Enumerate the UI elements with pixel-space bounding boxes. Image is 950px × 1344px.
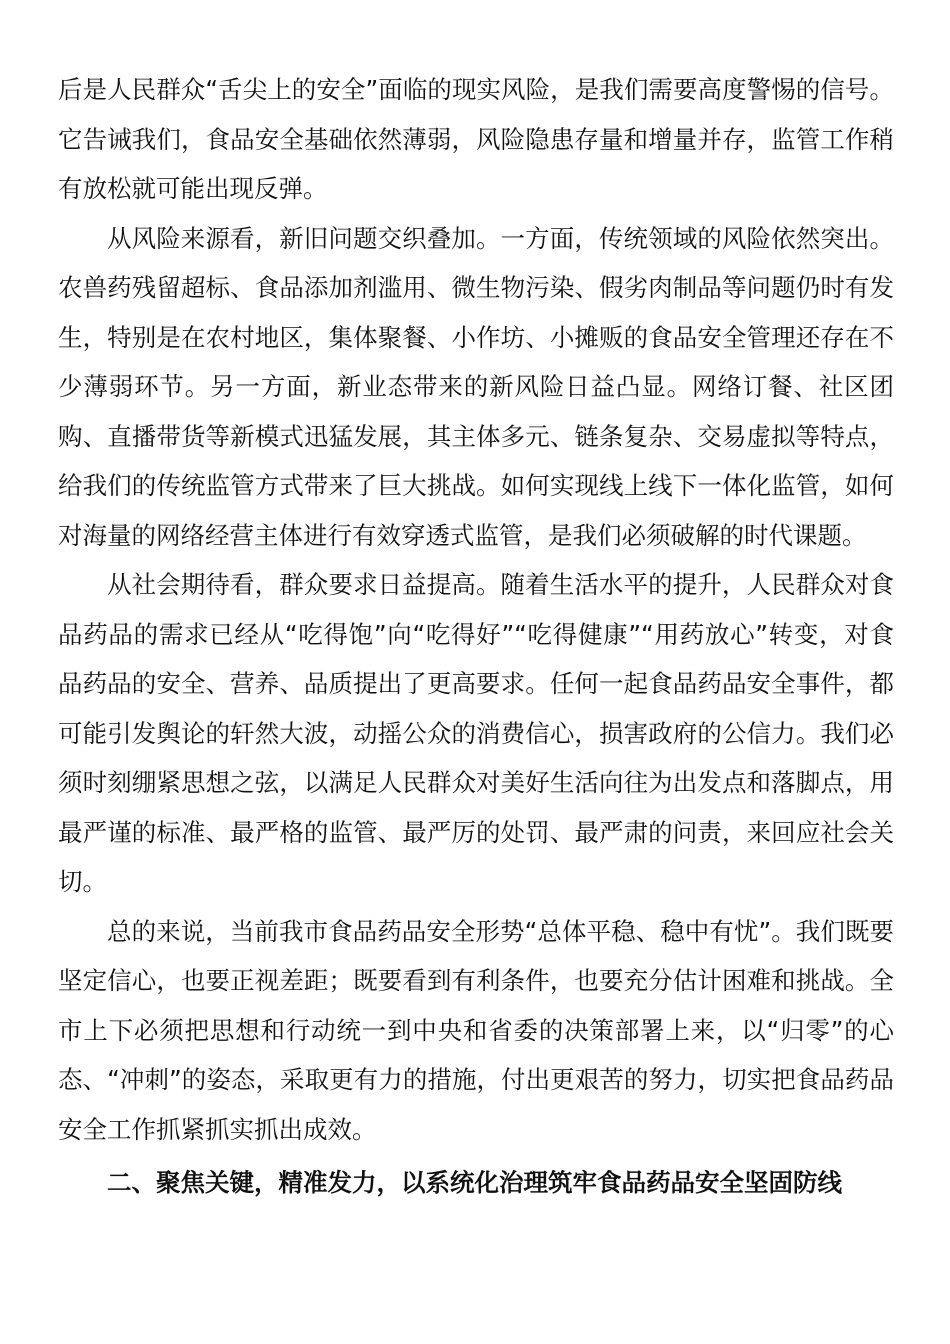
paragraph-summary: 总的来说，当前我市食品药品安全形势“总体平稳、稳中有忧”。我们既要坚定信心，也要正视差距；既要看到有利条件，也要充分估计困难和挑战。全市上下必须把思想和行动统一到中央和省委的决策部署上来，以“归零”的心态、“冲刺”的姿态，采取更有力的措施，付出更艰苦的努力，切实把食品药品安全工作抓紧抓实抓出成效。: [58, 916, 894, 1144]
section-heading: 二、聚焦关键，精准发力，以系统化治理筑牢食品药品安全坚固防线: [107, 1168, 842, 1197]
paragraph-risk-sources: 从风险来源看，新旧问题交织叠加。一方面，传统领域的风险依然突出。农兽药残留超标、食品添加剂滥用、微生物污染、假劣肉制品等问题仍时有发生，特别是在农村地区，集体聚餐、小作坊、小摊贩的食品安全管理还存在不少薄弱环节。另一方面，新业态带来的新风险日益凸显。网络订餐、社区团购、直播带货等新模式迅猛发展，其主体多元、链条复杂、交易虚拟等特点，给我们的传统监管方式带来了巨大挑战。如何实现线上线下一体化监管，如何对海量的网络经营主体进行有效穿透式监管，是我们必须破解的时代课题。: [58, 223, 894, 550]
document-body: [58, 65, 894, 1208]
paragraph-continuation: 后是人民群众“舌尖上的安全”面临的现实风险，是我们需要高度警惕的信号。它告诫我们，食品安全基础依然薄弱，风险隐患存量和增量并存，监管工作稍有放松就可能出现反弹。: [58, 75, 894, 203]
paragraph-social-expectations: 从社会期待看，群众要求日益提高。随着生活水平的提升，人民群众对食品药品的需求已经从“吃得饱”向“吃得好”“吃得健康”“用药放心”转变，对食品药品的安全、营养、品质提出了更高要求。任何一起食品药品安全事件，都可能引发舆论的轩然大波，动摇公众的消费信心，损害政府的公信力。我们必须时刻绷紧思想之弦，以满足人民群众对美好生活向往为出发点和落脚点，用最严谨的标准、最严格的监管、最严厉的处罚、最严肃的问责，来回应社会关切。: [58, 570, 894, 896]
